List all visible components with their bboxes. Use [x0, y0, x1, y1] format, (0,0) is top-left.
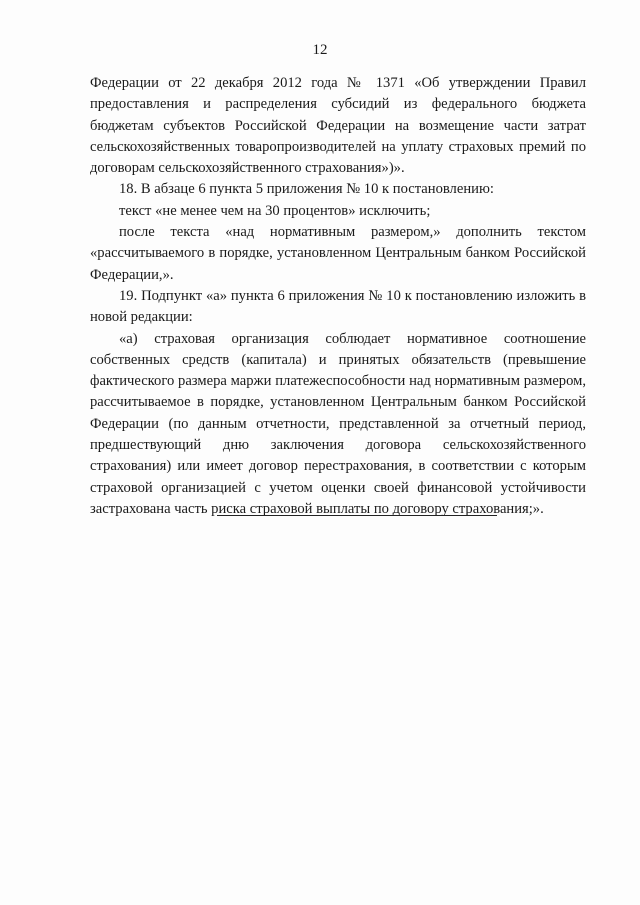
- paragraph-exclude-text: текст «не менее чем на 30 процентов» исключить;: [119, 202, 431, 219]
- paragraph-item-19: 19. Подпункт «а» пункта 6 приложения № 10 к постановлению изложить в новой редакции:: [90, 287, 586, 326]
- paragraph-continuation: Федерации от 22 декабря 2012 года № 1371 «Об утверждении Правил предоставления и распределения субсидий из федерального бюджета бюджетам субъектов Российской Федерации на возмещение части затрат сельскохозяйственных товаропроизводителей на уплату страховых премий по договорам сельскохозяйственного страхования»)».: [90, 75, 586, 177]
- paragraph-add-text: после текста «над нормативным размером,» дополнить текстом «рассчитываемого в порядке, установленном Центральным банком Российской Федерации,».: [90, 224, 586, 283]
- paragraph-new-wording: «а) страховая организация соблюдает нормативное соотношение собственных средств (капитала) и принятых обязательств (превышение фактического размера маржи платежеспособности над нормативным размером, рассчитываемое в порядке, установленном Центральным банком Российской Федерации (по данным отчетности, представленной за отчетный период, предшествующий дню заключения договора сельскохозяйственного страхования) или имеет договор перестрахования, в соответствии с которым страховой организацией с учетом оценки своей финансовой устойчивости застрахована часть риска страховой выплаты по договору страхования;».: [90, 330, 586, 517]
- paragraph-item-18: 18. В абзаце 6 пункта 5 приложения № 10 к постановлению:: [119, 181, 494, 198]
- closing-rule: [217, 515, 497, 516]
- document-body: [90, 73, 586, 520]
- page-number: 12: [312, 42, 328, 58]
